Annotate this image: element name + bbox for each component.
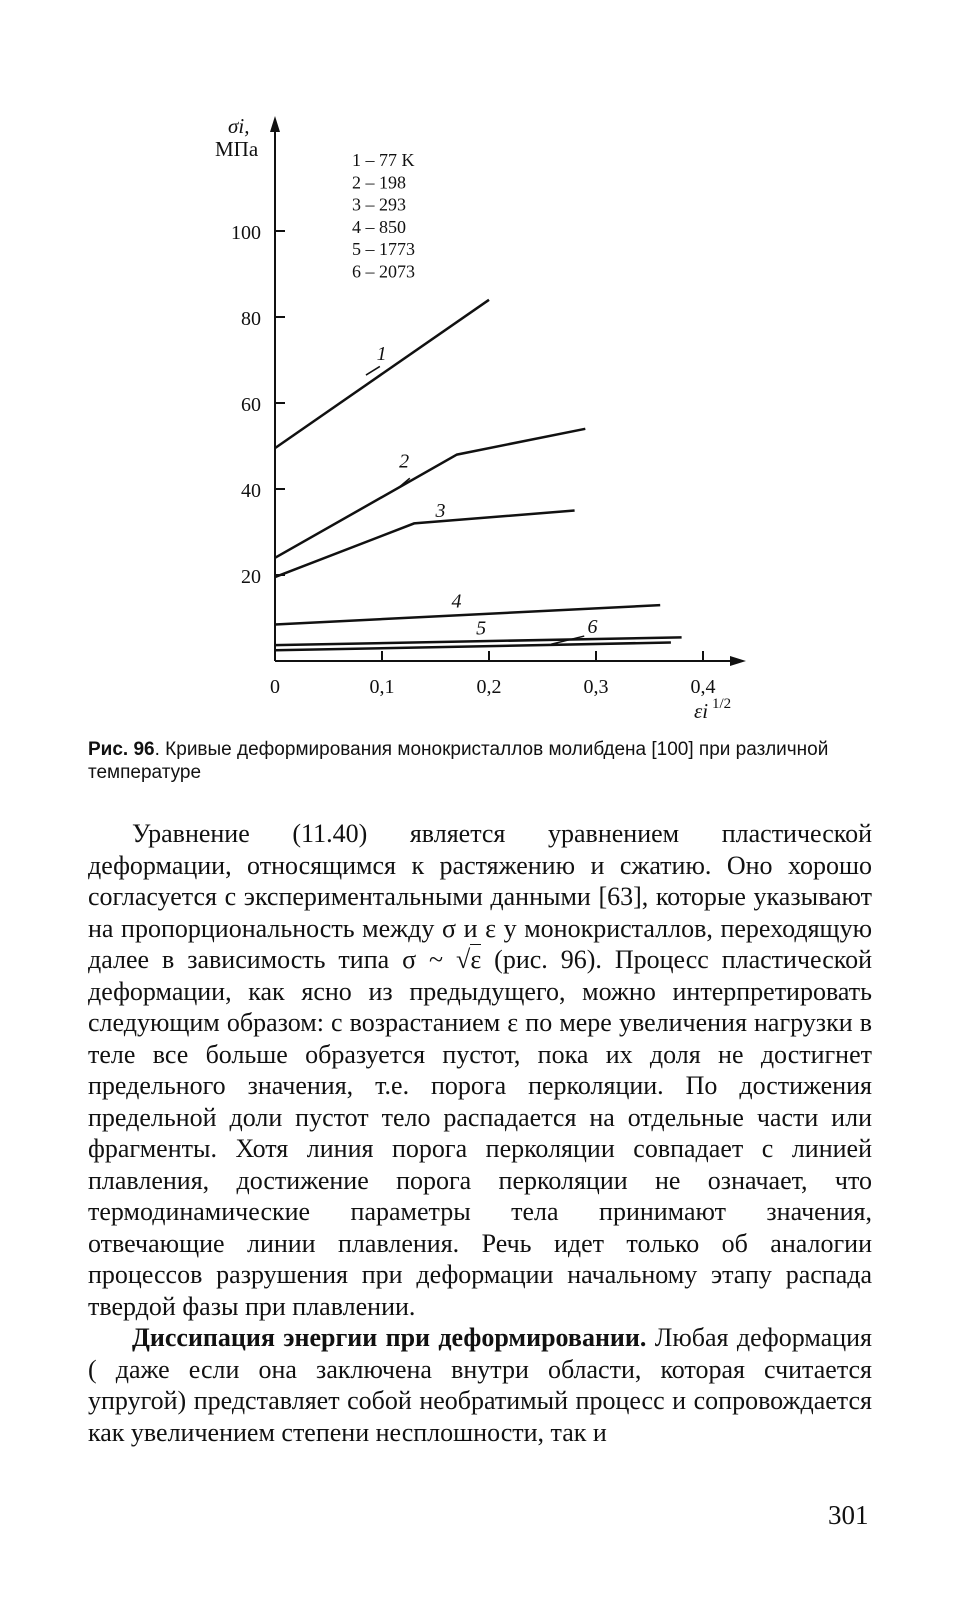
paragraph-1-part-2: (рис. 96). Процесс пластической деформации, как ясно из предыдущего, можно интерпретировать следующим образом: с возрастанием ε по мере увеличения нагрузки в теле все больше образуется пустот, пока их доля не достигнет предельного значения, т.е. порога перколяции. По достижения предельной доли пустот тело распадается на отдельные части или фрагменты. Хотя линия порога перколяции совпадает с линией плавления, достижение порога перколяции не означает, что термодинамические параметры тела принимают значения, отвечающие линии плавления. Речь идет только об аналогии процессов разрушения при деформации начальному этапу распада твердой фазы при плавлении. (88, 945, 872, 1321)
legend-entry: 6 – 2073 (352, 261, 415, 282)
paragraph-2-heading: Диссипация энергии при деформировании. (132, 1323, 647, 1352)
x-tick-label: 0,3 (583, 676, 609, 698)
paragraph-2-text: Любая деформация ( даже если она заключена внутри области, которая считается упругой) представляет собой необратимый процесс и сопровождается как увеличением степени несплошности, так и (88, 1323, 872, 1447)
curve-label-1: 1 (376, 343, 387, 365)
paragraph-1 (88, 818, 872, 1322)
legend-entry: 4 – 850 (352, 216, 406, 237)
figure-label: Рис. 96 (88, 739, 155, 760)
y-axis-arrow (270, 116, 280, 132)
series-line-1 (275, 300, 489, 448)
y-axis-label: σi, (228, 114, 250, 138)
paragraph-1-part-1: Уравнение (11.40) является уравнением пластической деформации, относящимся к растяжению и сжатию. Оно хорошо согласуется с экспериментальными данными [63], которые указывают на пропорциональность между σ и ε у монокристаллов, переходящую далее в зависимость типа σ ~ (88, 819, 872, 974)
curve-label-leader-1 (366, 366, 380, 375)
x-tick-label: 0,2 (476, 676, 502, 698)
curve-label-4: 4 (451, 590, 462, 613)
page-number: 301 (828, 1500, 869, 1530)
x-tick-label: 0,1 (369, 676, 395, 698)
x-tick-label: 0 (270, 676, 280, 698)
y-tick-label: 100 (231, 222, 261, 244)
x-axis-label-sup: 1/2 (712, 696, 732, 712)
figure-caption-text: . Кривые деформирования монокристаллов молибдена [100] при различной температуре (88, 739, 829, 783)
x-axis-arrow (730, 656, 746, 666)
x-tick-label: 0,4 (690, 676, 716, 698)
deformation-curves-chart (0, 0, 979, 730)
curve-label-3: 3 (435, 499, 446, 522)
body-text (88, 818, 872, 1448)
curve-label-5: 5 (476, 617, 487, 640)
y-tick-label: 20 (241, 566, 261, 588)
legend-entry: 2 – 198 (352, 172, 406, 193)
legend-entry: 5 – 1773 (352, 239, 415, 260)
y-tick-label: 60 (241, 394, 261, 416)
series-line-3 (275, 511, 575, 578)
figure-caption (88, 738, 880, 784)
y-axis-unit: МПа (215, 137, 259, 161)
legend-entry: 3 – 293 (352, 194, 406, 215)
x-axis-label: εi (694, 699, 709, 723)
sqrt-argument: ε (470, 945, 482, 974)
y-tick-label: 40 (241, 480, 261, 502)
curve-label-2: 2 (399, 450, 410, 473)
series-line-4 (275, 605, 660, 624)
sqrt-expression: √ε (456, 945, 482, 974)
curve-label-6: 6 (587, 616, 598, 639)
legend-entry: 1 – 77 K (352, 150, 415, 170)
series-line-2 (275, 429, 585, 558)
y-tick-label: 80 (241, 308, 261, 330)
paragraph-2 (88, 1322, 872, 1448)
